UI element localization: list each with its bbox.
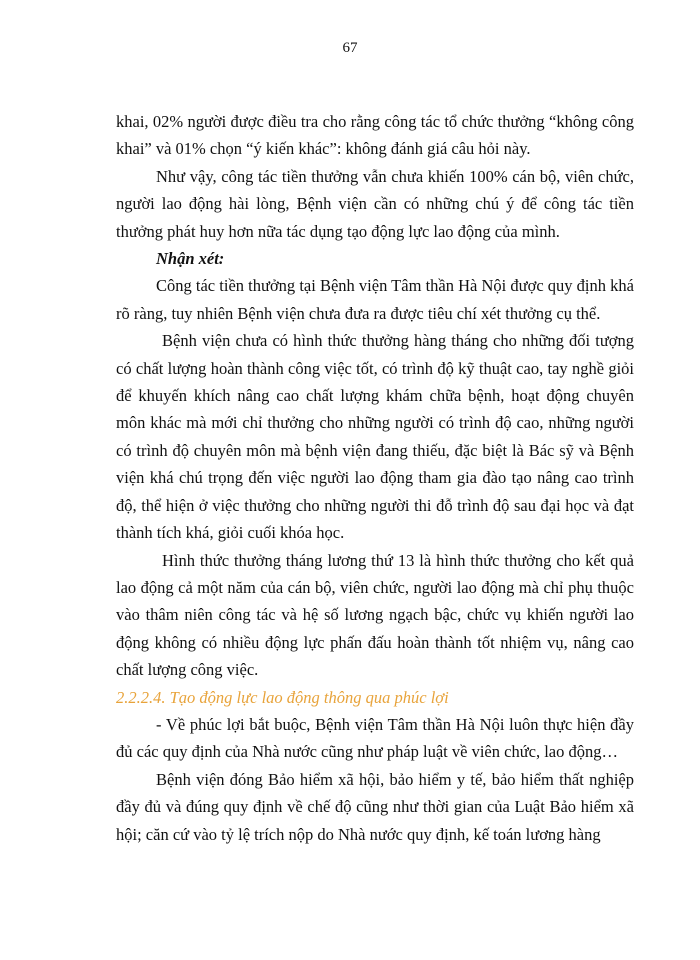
section-heading: 2.2.2.4. Tạo động lực lao động thông qua phúc lợi — [116, 687, 449, 707]
paragraph-welfare-1: - Về phúc lợi bắt buộc, Bệnh viện Tâm thần Hà Nội luôn thực hiện đầy đủ các quy định của Nhà nước cũng như pháp luật về viên chức, lao động… — [116, 714, 634, 762]
paragraph-summary: Như vậy, công tác tiền thưởng vẫn chưa khiến 100% cán bộ, viên chức, người lao động hài lòng, Bệnh viện cần có những chú ý để công tác tiền thưởng phát huy hơn nữa tác dụng tạo động lực lao động của mình. — [116, 166, 634, 241]
paragraph-remark-1: Công tác tiền thưởng tại Bệnh viện Tâm thần Hà Nội được quy định khá rõ ràng, tuy nhiên Bệnh viện chưa đưa ra được tiêu chí xét thưởng cụ thể. — [116, 276, 634, 323]
page-body — [116, 108, 634, 848]
paragraph-welfare-2: Bệnh viện đóng Bảo hiểm xã hội, bảo hiểm y tế, bảo hiểm thất nghiệp đầy đủ và đúng quy định về chế độ cũng như thời gian của Luật Bảo hiểm xã hội; căn cứ vào tỷ lệ trích nộp do Nhà nước quy định, kế toán lương hàng — [116, 769, 634, 844]
paragraph-survey-result: khai, 02% người được điều tra cho rằng công tác tổ chức thưởng “không công khai” và 01% chọn “ý kiến khác”: không đánh giá câu hỏi này. — [116, 112, 634, 159]
page-number: 67 — [342, 40, 358, 56]
paragraph-remark-2: Bệnh viện chưa có hình thức thưởng hàng tháng cho những đối tượng có chất lượng hoàn thành công việc tốt, có trình độ kỹ thuật cao, tay nghề giỏi để khuyến khích nâng cao chất lượng khám chữa bệnh, hoạt động chuyên môn khác mà mới chỉ thưởng cho những người có trình độ cao, những người có trình độ chuyên môn mà bệnh viện đang thiếu, đặc biệt là Bác sỹ và Bệnh viện khá chú trọng đến việc người lao động tham gia đào tạo nâng cao trình độ, thể hiện ở việc thưởng cho những người thi đỗ trình độ sau đại học và đạt thành tích khá, giỏi cuối khóa học. — [116, 331, 634, 543]
paragraph-remark-3: Hình thức thưởng tháng lương thứ 13 là hình thức thưởng cho kết quả lao động cả một năm của cán bộ, viên chức, người lao động mà chỉ phụ thuộc vào thâm niên công tác và hệ số lương ngạch bậc, chức vụ khiến người lao động không có nhiều động lực phấn đấu hoàn thành tốt nhiệm vụ, nâng cao chất lượng công việc. — [116, 550, 634, 680]
remark-heading: Nhận xét: — [156, 249, 225, 269]
